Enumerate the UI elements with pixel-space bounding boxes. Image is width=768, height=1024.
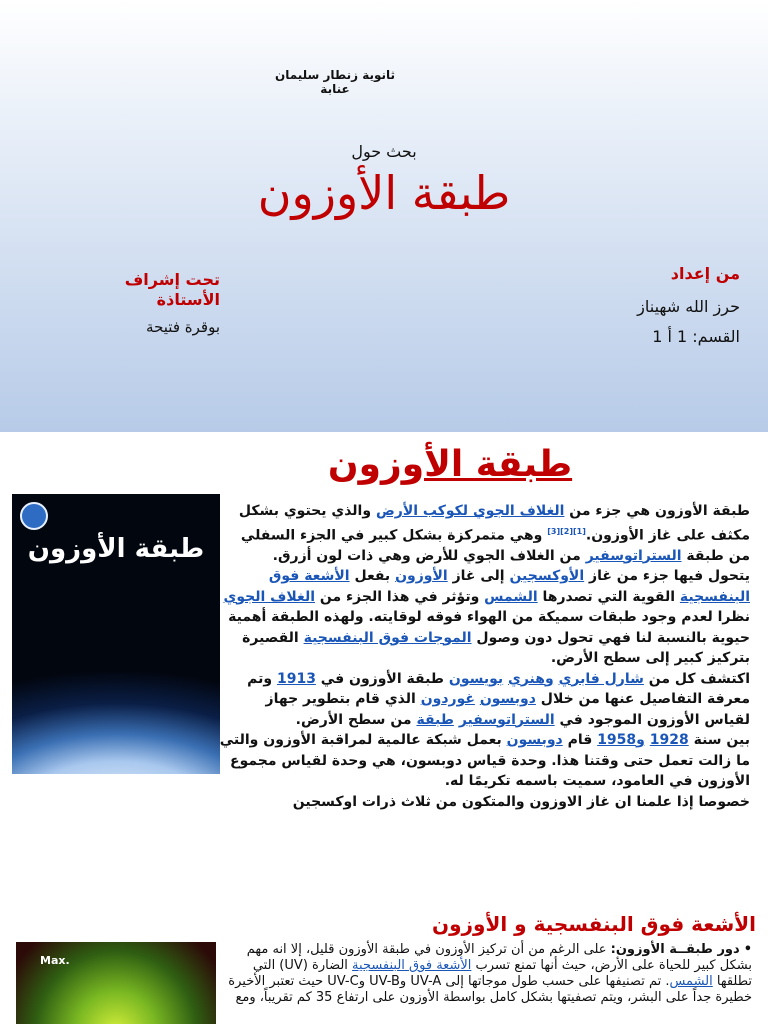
link-uv-rays[interactable]: الأشعة فوق البنفسجية — [352, 958, 472, 973]
supervisor-heading-line-1: تحت إشراف — [124, 270, 220, 289]
paragraph-5: خصوصا إذا علمنا ان غاز الاوزون والمتكون من ثلاث ذرات اوكسجين — [292, 793, 750, 810]
text: نظرا لعدم وجود طبقات سميكة من الهواء فوقه لوقايته. ولهذه الطبقة أهمية حيوية بالنسبة لنا فهي تحول دون وصول — [228, 609, 750, 646]
image-caption: طبقة الأوزون — [27, 534, 205, 564]
text: وتم معرفة التفاصيل عنها من خلال — [247, 670, 750, 708]
text: يتحول فيها جزء من غاز — [584, 568, 750, 585]
link-charles-fabry[interactable]: شارل فابري — [558, 670, 644, 687]
link-uv-waves[interactable]: الموجات فوق البنفسجية — [303, 629, 472, 646]
supervisor-name: بوقرة فتيحة — [146, 318, 220, 336]
link-1928[interactable]: 1928 — [649, 732, 689, 749]
school-line-1: ثانوية زنطار سليمان — [274, 68, 396, 82]
uv-map-image — [16, 942, 216, 1024]
text: الضارة (UV) التي تطلقها — [252, 958, 752, 989]
image-label: Max. — [40, 954, 70, 967]
text: من سطح الأرض. — [295, 711, 417, 728]
reference-links[interactable]: [1][2][3] — [547, 526, 586, 536]
earth-ozone-image — [12, 494, 220, 774]
text: وهي متمركزة بشكل كبير في الجزء السفلي من طبقة — [240, 527, 750, 564]
link-uv-rays[interactable]: الأشعة فوق البنفسجية — [268, 568, 750, 605]
slide-title: طبقة الأوزون — [327, 444, 573, 485]
supervisor-heading-line-2: الأستاذة — [156, 290, 220, 309]
research-about-label: بحث حول — [351, 142, 417, 161]
text: طبقة الأوزون في — [315, 670, 449, 687]
text: بعمل شبكة عالمية لمراقبة الأوزون والتي ما زالت تعمل حتى وقتنا هذا. وحدة قياس دوبسون، هي وحدة لقياس مجموع الأوزون في العامود، سميت باسمه تكريمًا له. — [219, 732, 750, 790]
logo-badge-icon — [20, 502, 48, 530]
text: قام — [562, 732, 598, 749]
class-section: القسم: 1 أ 1 — [652, 327, 740, 346]
prepared-by-block — [480, 264, 740, 352]
paragraph-1 — [218, 501, 750, 566]
text: القصيرة بتركيز كبير إلى سطح الأرض. — [242, 629, 750, 667]
text: طبقة الأوزون هي جزء من — [564, 503, 750, 519]
paragraph-3 — [218, 669, 750, 731]
prepared-by-heading: من إعداد — [670, 264, 740, 283]
link-atmosphere[interactable]: الغلاف الجوي لكوكب الأرض — [375, 503, 565, 519]
text: بفعل — [349, 568, 396, 585]
uv-bullet-text — [224, 942, 752, 1006]
link-stratosphere[interactable]: الستراتوسفير — [585, 547, 682, 564]
text: الذي قام بتطوير جهاز لقياس الأوزون الموجود في — [265, 691, 750, 728]
bullet-icon: • — [743, 942, 752, 957]
bullet-title: دور طبقــة الأوزون: — [610, 942, 740, 957]
text: اكتشف كل من — [643, 670, 750, 687]
school-line-2: عنابة — [320, 82, 350, 96]
link-oxygen[interactable]: الأوكسجين — [509, 568, 585, 585]
link-sun[interactable]: الشمس — [484, 588, 538, 605]
supervisor-block — [60, 270, 220, 336]
link-atmosphere-2[interactable]: الغلاف الجوي — [223, 588, 315, 605]
link-dobson-2[interactable]: دوبسون — [506, 732, 563, 749]
link-buisson[interactable]: بويسون — [448, 670, 504, 687]
link-ozone[interactable]: الأوزون — [395, 568, 448, 585]
title-slide — [0, 0, 768, 432]
text: . تم تصنيفها على حسب طول موجاتها إلى UV-A وUV-B وUV-C حيث تعتبر الأخيرة خطيرة جداً على البشر، ويتم تصفيتها بشكل كامل بواسطة الأوزون على ارتفاع 35 كم تقريباً، ومع — [228, 974, 752, 1005]
link-stratosphere-2[interactable]: الستراتوسفير — [458, 711, 555, 728]
link-henri[interactable]: وهنري — [508, 670, 554, 687]
text: بين سنة — [688, 732, 750, 749]
text: على الرغم من أن تركيز الأوزون في طبقة الأوزون قليل، إلا انه مهم بشكل كبير للحياة على الأرض، حيث أنها تمنع تسرب — [246, 942, 752, 973]
text: وتؤثر في هذا الجزء من — [315, 588, 485, 605]
slide-title: الأشعة فوق البنفسجية و الأوزون — [432, 912, 756, 936]
text: القوية التي تصدرها — [537, 588, 680, 605]
link-gordon[interactable]: غوردون — [420, 691, 475, 708]
student-name: حرز الله شهيناز — [637, 297, 740, 316]
text: إلى غاز — [447, 568, 510, 585]
school-name — [230, 68, 440, 96]
text: والذي يحتوي بشكل مكثف على غاز الأوزون. — [238, 503, 750, 544]
link-1913[interactable]: 1913 — [276, 670, 316, 687]
article-body — [218, 501, 750, 812]
link-1958[interactable]: و1958 — [597, 732, 645, 749]
uv-ozone-slide — [0, 868, 768, 1024]
paragraph-2 — [218, 566, 750, 669]
link-dobson[interactable]: دوبسون — [479, 691, 536, 708]
paragraph-4 — [218, 730, 750, 792]
link-layer[interactable]: طبقة — [416, 711, 454, 728]
ozone-content-slide — [0, 434, 768, 866]
text: من الغلاف الجوي للأرض وهي ذات لون أزرق. — [272, 547, 586, 564]
main-title: طبقة الأوزون — [257, 166, 511, 220]
link-sun[interactable]: الشمس — [669, 974, 713, 989]
